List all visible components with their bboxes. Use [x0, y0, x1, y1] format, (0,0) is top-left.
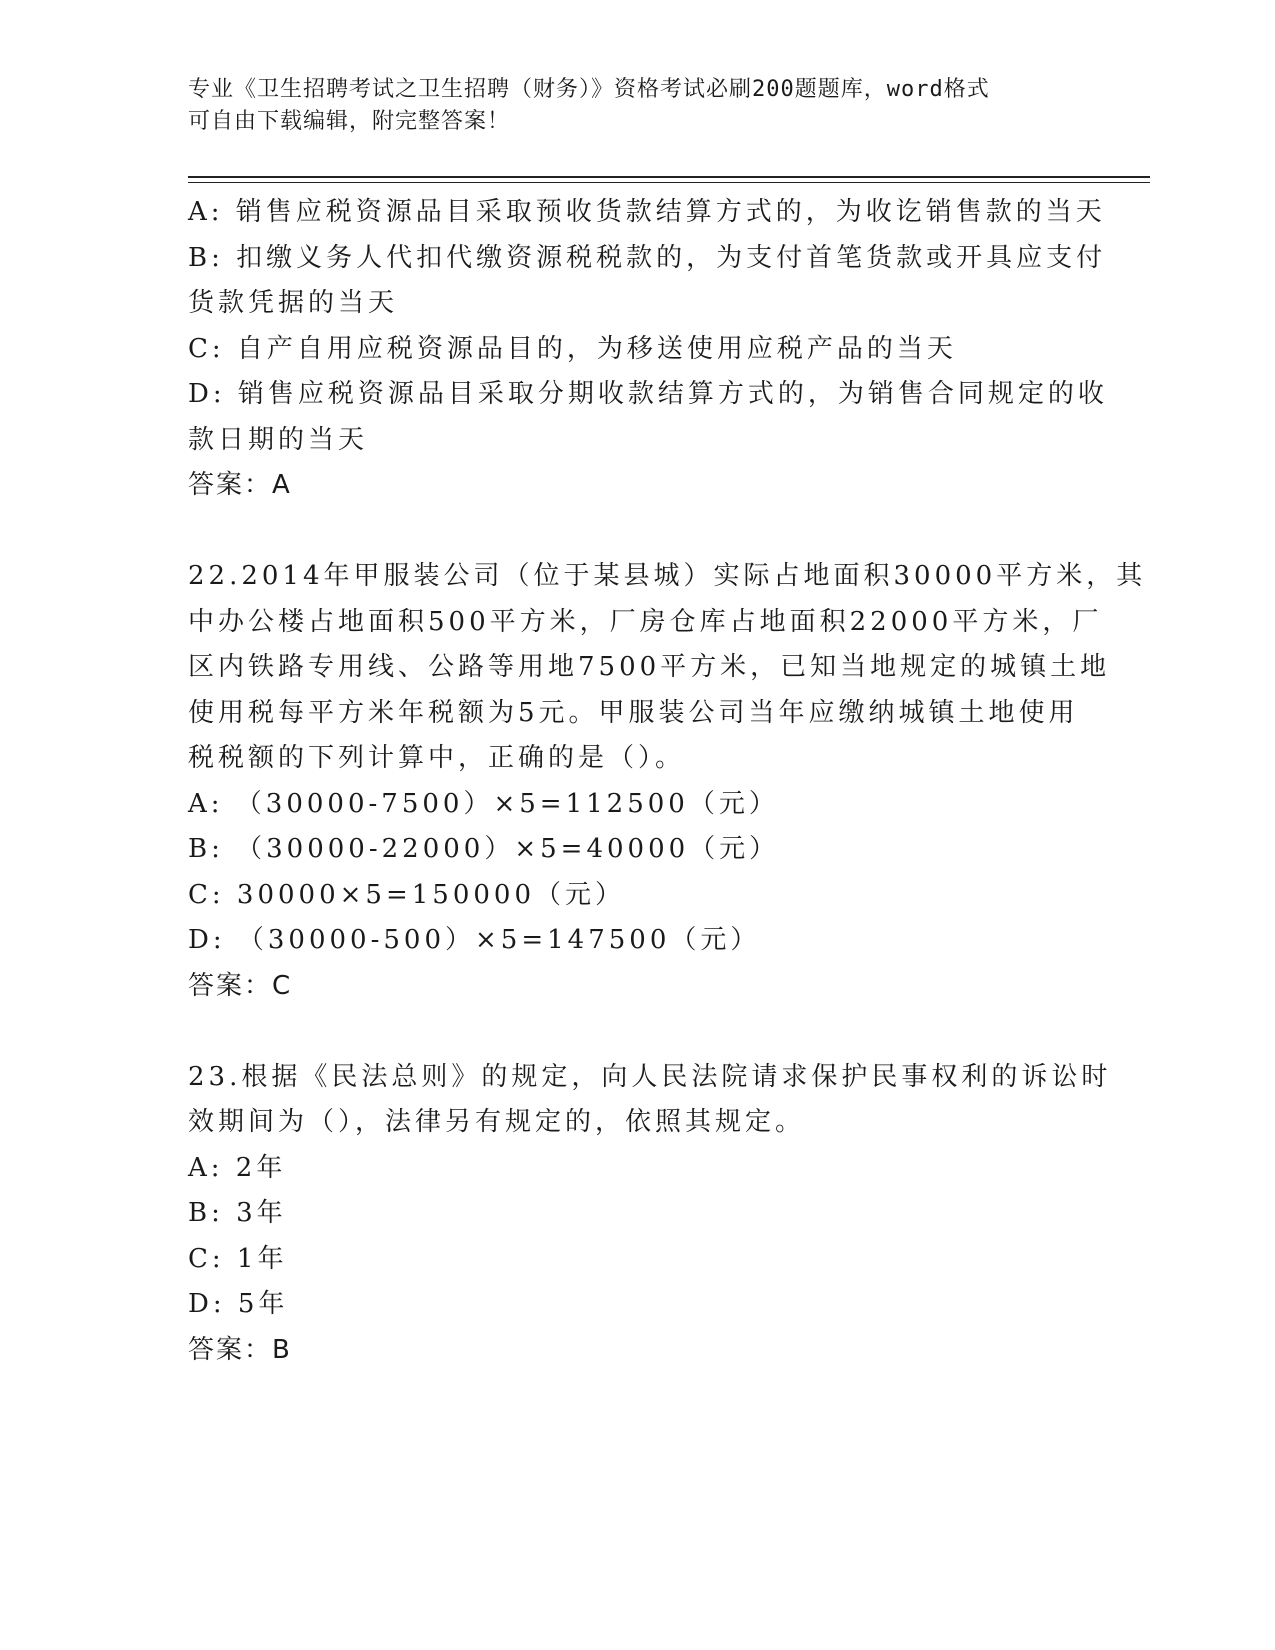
option-a: A: （30000-7500）×5=112500（元）	[188, 788, 779, 819]
option-c: C: 自产自用应税资源品目的，为移送使用应税产品的当天	[188, 333, 957, 364]
option-d: D: 销售应税资源品目采取分期收款结算方式的，为销售合同规定的收	[188, 379, 1108, 409]
answer: 答案：C	[188, 970, 293, 1001]
question-22	[188, 554, 1147, 1009]
question-stem: 使用税每平方米年税额为5元。甲服装公司当年应缴纳城镇土地使用	[188, 697, 1079, 728]
option-b: B: 扣缴义务人代扣代缴资源税税款的，为支付首笔货款或开具应支付	[188, 242, 1107, 273]
question-stem: 23.根据《民法总则》的规定，向人民法院请求保护民事权利的诉讼时	[188, 1061, 1112, 1092]
option-b: B: （30000-22000）×5=40000（元）	[188, 834, 780, 864]
question-stem: 区内铁路专用线、公路等用地7500平方米，已知当地规定的城镇土地	[188, 652, 1111, 682]
question-21	[188, 190, 1108, 509]
option-c: C: 30000×5=150000（元）	[188, 879, 625, 910]
question-stem: 22.2014年甲服装公司（位于某县城）实际占地面积30000平方米，其	[188, 561, 1147, 591]
question-stem: 中办公楼占地面积500平方米，厂房仓库占地面积22000平方米，厂	[188, 606, 1103, 637]
question-stem: 税税额的下列计算中，正确的是（）。	[188, 743, 686, 773]
question-content	[188, 190, 1147, 1373]
option-a: A: 销售应税资源品目采取预收货款结算方式的，为收讫销售款的当天	[188, 197, 1106, 227]
header-line-2: 可自由下载编辑，附完整答案！	[188, 109, 511, 134]
option-c: C: 1年	[188, 1243, 288, 1274]
question-stem: 效期间为（），法律另有规定的，依照其规定。	[188, 1107, 806, 1137]
option-b-continued: 货款凭据的当天	[188, 288, 399, 318]
option-b: B: 3年	[188, 1198, 287, 1228]
option-d: D: （30000-500）×5=147500（元）	[188, 925, 761, 955]
option-d: D: 5年	[188, 1289, 289, 1319]
header-line-1: 专业《卫生招聘考试之卫生招聘（财务）》资格考试必刷200题题库，word格式	[188, 77, 990, 102]
answer: 答案：B	[188, 1334, 292, 1365]
option-a: A: 2年	[188, 1152, 287, 1183]
document-header	[188, 74, 1068, 138]
header-divider-thick	[188, 176, 1150, 178]
question-23	[188, 1055, 1112, 1374]
answer: 答案：A	[188, 470, 292, 500]
option-d-continued: 款日期的当天	[188, 424, 369, 455]
header-divider-thin	[188, 182, 1150, 183]
